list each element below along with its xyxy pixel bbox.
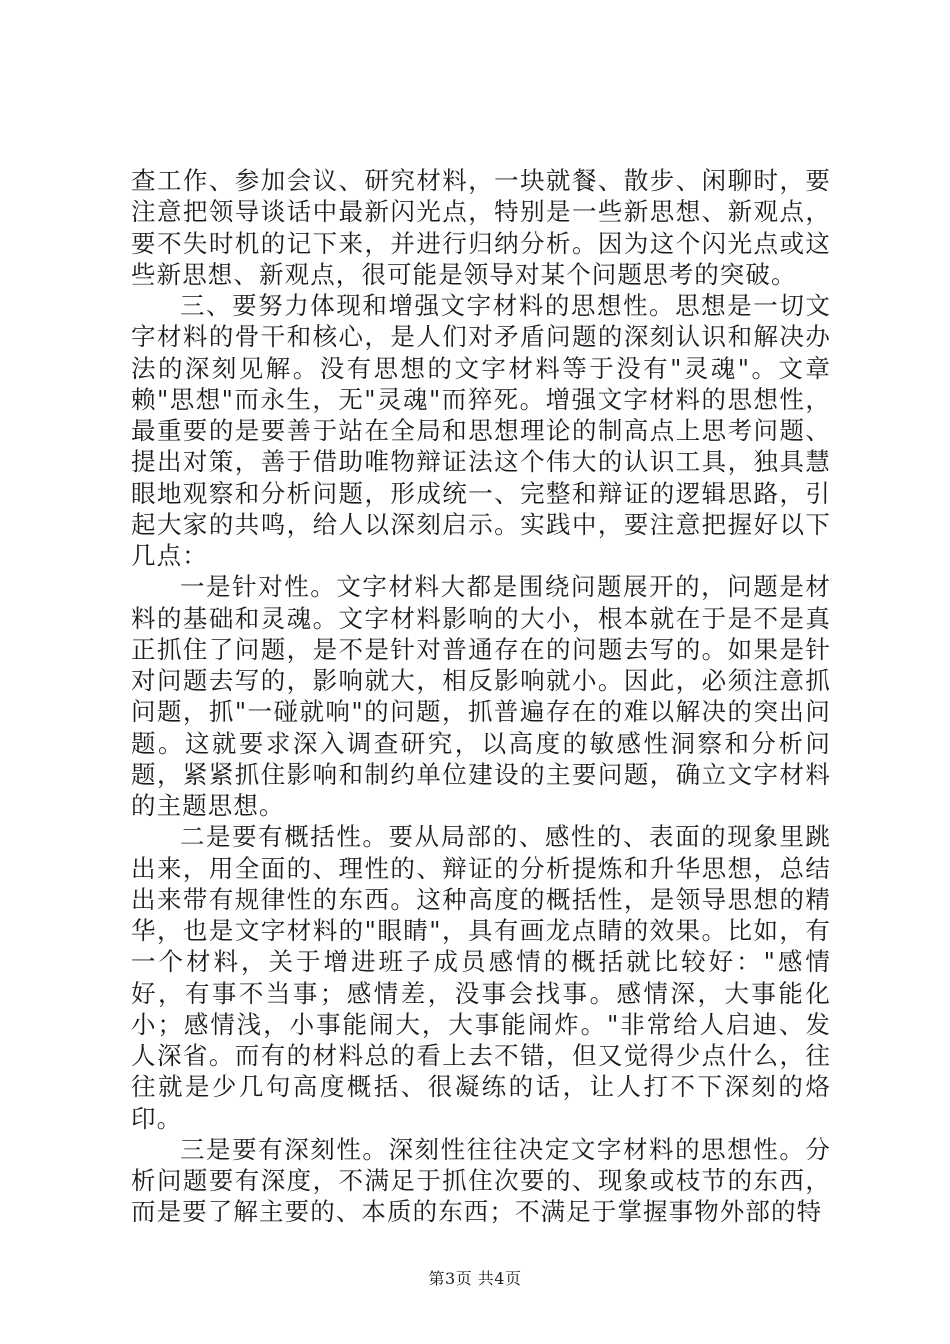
body-text bbox=[131, 165, 831, 1228]
paragraph-point-two: 二是要有概括性。要从局部的、感性的、表面的现象里跳出来，用全面的、理性的、辩证的分析提炼和升华思想，总结出来带有规律性的东西。这种高度的概括性，是领导思想的精华，也是文字材料的"眼睛"，具有画龙点睛的效果。比如，有一个材料，关于增进班子成员感情的概括就比较好："感情好，有事不当事；感情差，没事会找事。感情深，大事能化小；感情浅，小事能闹大，大事能闹炸。"非常给人启迪、发人深省。而有的材料总的看上去不错，但又觉得少点什么，往往就是少几句高度概括、很凝练的话，让人打不下深刻的烙印。 bbox=[131, 822, 831, 1133]
paragraph-point-one: 一是针对性。文字材料大都是围绕问题展开的，问题是材料的基础和灵魂。文字材料影响的大小，根本就在于是不是真正抓住了问题，是不是针对普通存在的问题去写的。如果是针对问题去写的，影响就大，相反影响就小。因此，必须注意抓问题，抓"一碰就响"的问题，抓普遍存在的难以解决的突出问题。这就要求深入调查研究，以高度的敏感性洞察和分析问题，紧紧抓住影响和制约单位建设的主要问题，确立文字材料的主题思想。 bbox=[131, 572, 831, 820]
paragraph-continued: 查工作、参加会议、研究材料，一块就餐、散步、闲聊时，要注意把领导谈话中最新闪光点，特别是一些新思想、新观点，要不失时机的记下来，并进行归纳分析。因为这个闪光点或这些新思想、新观点，很可能是领导对某个问题思考的突破。 bbox=[131, 166, 831, 289]
paragraph-point-three: 三是要有深刻性。深刻性往往决定文字材料的思想性。分析问题要有深度，不满足于抓住次要的、现象或枝节的东西，而是要了解主要的、本质的东西；不满足于掌握事物外部的特 bbox=[131, 1134, 831, 1227]
page-footer: 第3页 共4页 bbox=[428, 1269, 522, 1288]
paragraph-section-three: 三、要努力体现和增强文字材料的思想性。思想是一切文字材料的骨干和核心，是人们对矛盾问题的深刻认识和解决办法的深刻见解。没有思想的文字材料等于没有"灵魂"。文章赖"思想"而永生，无"灵魂"而猝死。增强文字材料的思想性，最重要的是要善于站在全局和思想理论的制高点上思考问题、提出对策，善于借助唯物辩证法这个伟大的认识工具，独具慧眼地观察和分析问题，形成统一、完整和辩证的逻辑思路，引起大家的共鸣，给人以深刻启示。实践中，要注意把握好以下几点： bbox=[131, 291, 831, 570]
